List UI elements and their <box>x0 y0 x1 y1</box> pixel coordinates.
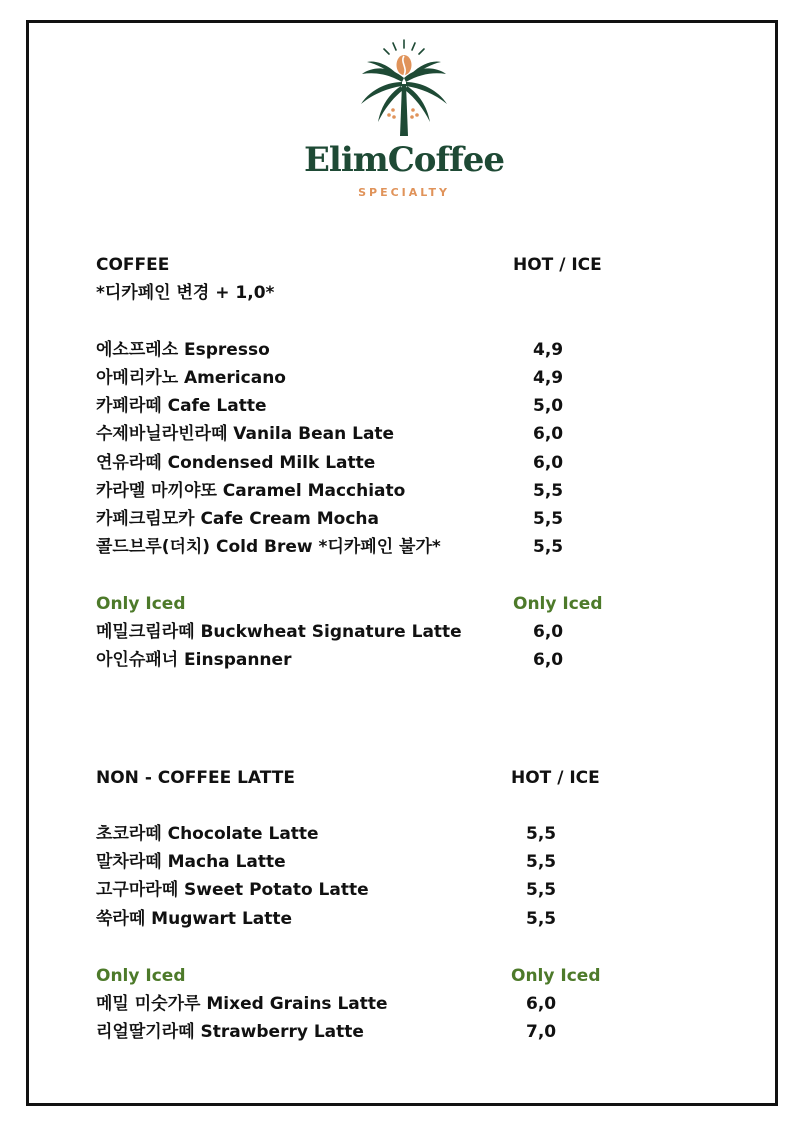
palm-coffee-bean-icon <box>345 38 463 138</box>
brand-subtitle: SPECIALTY <box>358 186 450 199</box>
menu-item-name: 아인슈패너 Einspanner <box>96 650 292 670</box>
only-iced-column-label: Only Iced <box>511 966 601 986</box>
coffee-section-title: COFFEE <box>96 255 170 275</box>
menu-item-price: 7,0 <box>526 1022 557 1042</box>
menu-item-price: 5,5 <box>526 852 557 872</box>
menu-item-name: 연유라떼 Condensed Milk Latte <box>96 453 376 473</box>
menu-item-name: 아메리카노 Americano <box>96 368 286 388</box>
coffee-column-header: HOT / ICE <box>513 255 602 275</box>
menu-item-price: 5,0 <box>533 396 564 416</box>
menu-item-name: 리얼딸기라떼 Strawberry Latte <box>96 1022 364 1042</box>
menu-item-price: 6,0 <box>533 424 564 444</box>
brand-name: ElimCoffee <box>304 140 504 180</box>
menu-item-price: 6,0 <box>533 650 564 670</box>
noncoffee-column-header: HOT / ICE <box>511 768 600 788</box>
only-iced-column-label: Only Iced <box>513 594 603 614</box>
menu-item-price: 5,5 <box>533 481 564 501</box>
menu-item-name: 수제바닐라빈라떼 Vanila Bean Late <box>96 424 395 444</box>
menu-item-name: 카페라떼 Cafe Latte <box>96 396 267 416</box>
menu-item-name: 카라멜 마끼야또 Caramel Macchiato <box>96 481 406 501</box>
decaf-note: *디카페인 변경 + 1,0* <box>96 283 275 303</box>
menu-item-price: 5,5 <box>526 880 557 900</box>
menu-item-name: 고구마라떼 Sweet Potato Latte <box>96 880 369 900</box>
menu-item-name: 메밀 미숫가루 Mixed Grains Latte <box>96 994 388 1014</box>
only-iced-label: Only Iced <box>96 966 186 986</box>
menu-item-price: 5,5 <box>526 824 557 844</box>
only-iced-label: Only Iced <box>96 594 186 614</box>
menu-item-name: 에소프레소 Espresso <box>96 340 270 360</box>
menu-item-name: 콜드브루(더치) Cold Brew *디카페인 불가* <box>96 537 441 557</box>
menu-item-price: 4,9 <box>533 368 564 388</box>
noncoffee-section-title: NON - COFFEE LATTE <box>96 768 295 788</box>
menu-item-price: 6,0 <box>533 622 564 642</box>
menu-item-price: 5,5 <box>533 509 564 529</box>
brand-logo <box>290 38 518 208</box>
menu-item-name: 말차라떼 Macha Latte <box>96 852 286 872</box>
menu-item-price: 6,0 <box>526 994 557 1014</box>
menu-item-name: 메밀크림라떼 Buckwheat Signature Latte <box>96 622 462 642</box>
menu-item-name: 쑥라떼 Mugwart Latte <box>96 909 293 929</box>
menu-item-name: 카페크림모카 Cafe Cream Mocha <box>96 509 379 529</box>
menu-item-price: 4,9 <box>533 340 564 360</box>
menu-item-price: 6,0 <box>533 453 564 473</box>
menu-item-name: 초코라떼 Chocolate Latte <box>96 824 319 844</box>
menu-item-price: 5,5 <box>526 909 557 929</box>
menu-item-price: 5,5 <box>533 537 564 557</box>
